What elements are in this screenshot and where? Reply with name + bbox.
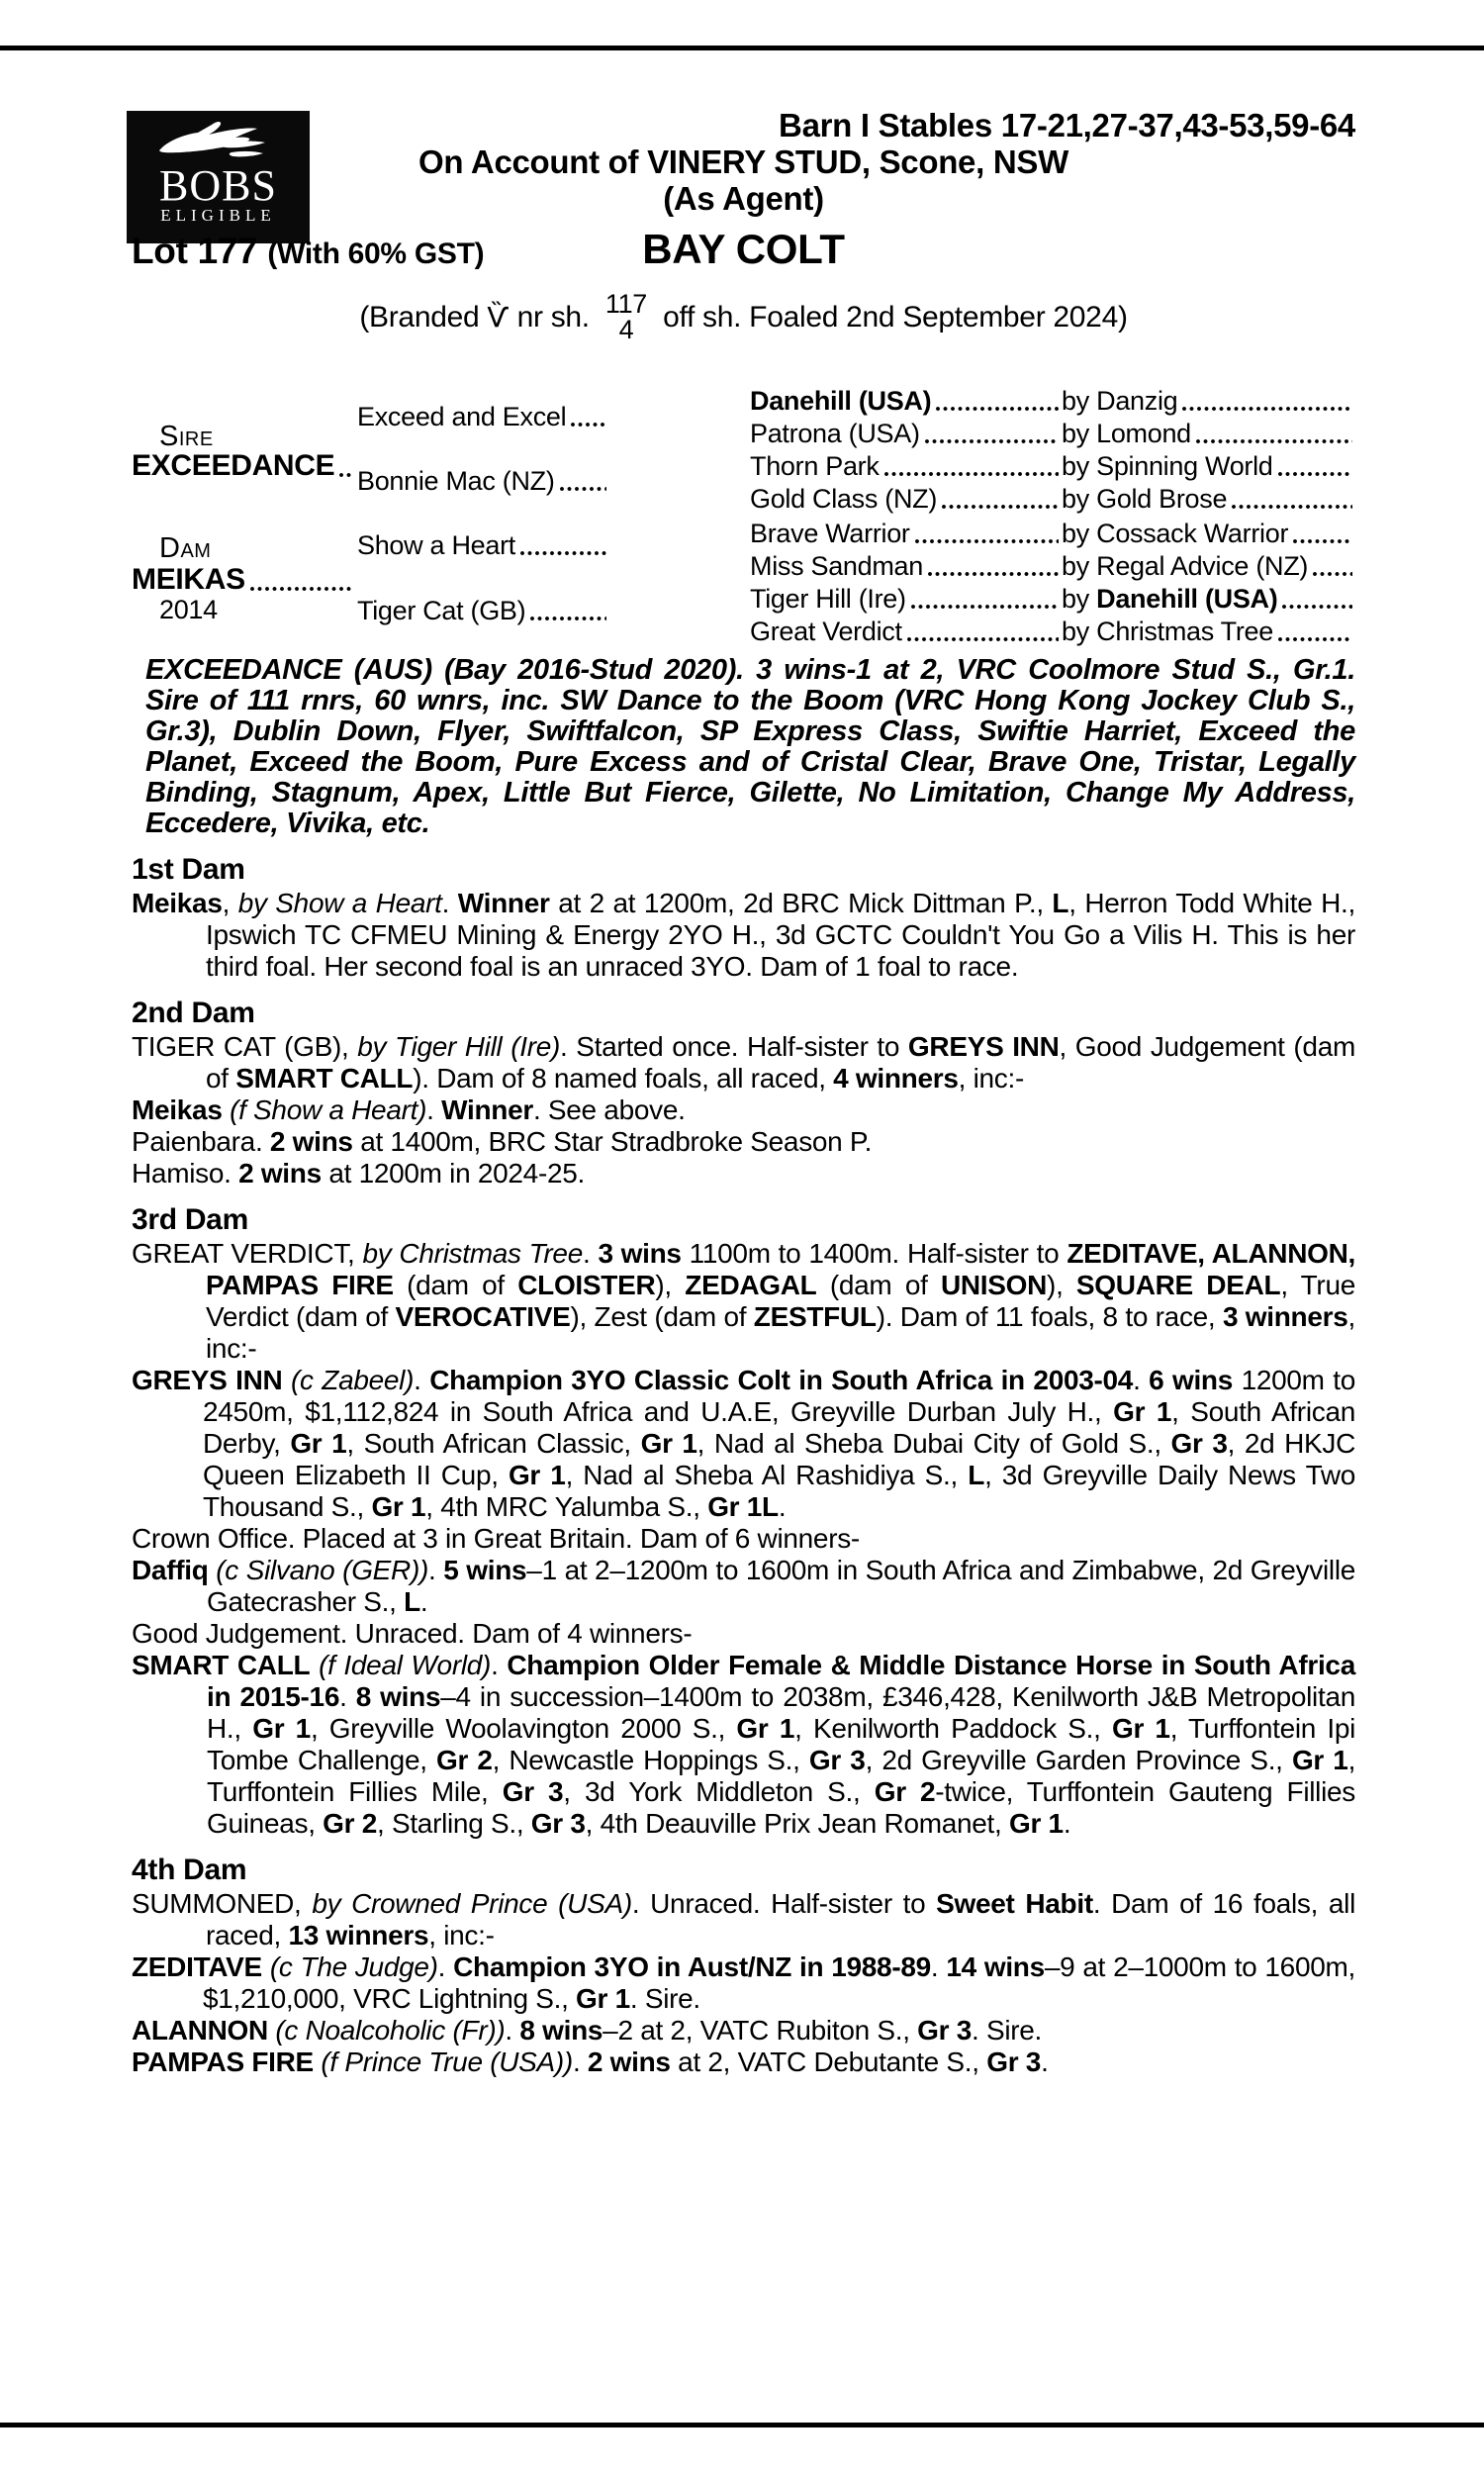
brand-suffix: off sh. Foaled 2nd September 2024) [663, 300, 1128, 333]
dot-leader [924, 438, 1059, 444]
dot-leader [559, 486, 606, 492]
foal-entry: ZEDITAVE (c The Judge). Champion 3YO in Aust/NZ in 1988-89. 14 wins–9 at 2–1000m to 1600m, $1,210,000, VRC Lightning S., Gr 1. Sire. [132, 1951, 1356, 2014]
dot-leader [570, 422, 606, 428]
section-heading-2nd-dam: 2nd Dam [132, 997, 255, 1029]
foal-entry: Crown Office. Placed at 3 in Great Britain. Dam of 6 winners- [132, 1523, 860, 1554]
sire-label: Sire [159, 421, 214, 452]
brand-prefix: (Branded [359, 300, 480, 333]
dot-leader [529, 616, 606, 621]
bottom-rule [0, 2423, 1484, 2427]
brand-mark-glyph: Ѷ [487, 300, 509, 333]
dot-leader [941, 504, 1059, 510]
dot-leader [1292, 538, 1352, 544]
dot-leader [1277, 636, 1352, 642]
pedigree-row [750, 519, 1355, 551]
dot-leader [906, 636, 1059, 642]
dot-leader [1231, 504, 1352, 510]
gst-note: (With 60% GST) [267, 238, 485, 270]
dot-leader [883, 471, 1059, 477]
parent-name: Show a Heart [357, 530, 515, 560]
grandparent-sire: by Lomond [1062, 419, 1191, 448]
dam-year: 2014 [159, 595, 218, 624]
barn-stables-line: Barn I Stables 17-21,27-37,43-53,59-64 [779, 107, 1355, 143]
grandparent-sire: by Cossack Warrior [1062, 519, 1289, 548]
fourth-dam-paragraph: SUMMONED, by Crowned Prince (USA). Unraced. Half-sister to Sweet Habit. Dam of 16 foals, all raced, 13 winners, inc:- [132, 1888, 1356, 1951]
dot-leader [910, 604, 1059, 610]
foal-entry: Hamiso. 2 wins at 1200m in 2024-25. [132, 1158, 585, 1189]
section-heading-4th-dam: 4th Dam [132, 1854, 247, 1886]
parent-name: Tiger Cat (GB) [357, 596, 526, 625]
page-title: BAY COLT [642, 226, 845, 272]
subfoal-entry: Daffiq (c Silvano (GER)). 5 wins–1 at 2–1200m to 1600m in South Africa and Zimbabwe, 2d Greyville Gatecrasher S., L. [132, 1555, 1356, 1617]
vendor-line: On Account of VINERY STUD, Scone, NSW [418, 143, 1068, 180]
parent-row [357, 530, 753, 561]
dam-label: Dam [159, 532, 212, 564]
dot-leader [1312, 571, 1352, 577]
lot-number: Lot 177 [132, 231, 258, 271]
dot-leader [1181, 406, 1352, 412]
grandparent-sire: by Gold Brose [1062, 484, 1228, 514]
dot-leader [1281, 604, 1352, 610]
top-rule [0, 46, 1484, 50]
dot-leader [1277, 471, 1352, 477]
dam-name-row [132, 563, 357, 597]
grandparent-sire: by Danehill (USA) [1062, 584, 1278, 614]
parent-row [357, 402, 753, 432]
pedigree-text [132, 655, 1355, 2078]
grandparent-name: Great Verdict [750, 617, 902, 646]
foal-entry: Meikas (f Show a Heart). Winner. See above. [132, 1094, 686, 1125]
sire-name: EXCEEDANCE [132, 449, 335, 482]
third-dam-paragraph: GREAT VERDICT, by Christmas Tree. 3 wins 1100m to 1400m. Half-sister to ZEDITAVE, ALANNON, PAMPAS FIRE (dam of CLOISTER), ZEDAGAL (dam of UNISON), SQUARE DEAL, True Verdict (dam of VEROCATIVE), Zest (dam of ZESTFUL). Dam of 11 foals, 8 to race, 3 winners, inc:- [132, 1238, 1355, 1364]
pedigree-row [750, 386, 1355, 419]
foal-entry: Paienbara. 2 wins at 1400m, BRC Star Stradbroke Season P. [132, 1126, 873, 1157]
pedigree-row [750, 451, 1355, 484]
grandparent-sire: by Danzig [1062, 386, 1178, 416]
brand-number-fraction [605, 291, 647, 342]
grandparent-name: Miss Sandman [750, 551, 923, 581]
dot-leader [519, 550, 606, 556]
foal-entry: ALANNON (c Noalcoholic (Fr)). 8 wins–2 at 2, VATC Rubiton S., Gr 3. Sire. [132, 2015, 1043, 2046]
agent-line: (As Agent) [663, 180, 824, 217]
brand-mid: nr sh. [516, 300, 590, 333]
grandparent-name: Danehill (USA) [750, 386, 932, 416]
grandparent-name: Tiger Hill (Ire) [750, 584, 906, 614]
grandparent-name: Gold Class (NZ) [750, 484, 938, 514]
grandparent-name: Thorn Park [750, 451, 880, 481]
grandparent-sire: by Regal Advice (NZ) [1062, 551, 1309, 581]
dot-leader [935, 406, 1059, 412]
grandparent-rows [750, 386, 1355, 649]
foal-entry: GREYS INN (c Zabeel). Champion 3YO Classic Colt in South Africa in 2003-04. 6 wins 1200m to 2450m, $1,112,824 in South Africa and U.A.E, Greyville Durban July H., Gr 1, South African Derby, Gr 1, South African Classic, Gr 1, Nad al Sheba Dubai City of Gold S., Gr 3, 2d HKJC Queen Elizabeth II Cup, Gr 1, Nad al Sheba Al Rashidiya S., L, 3d Greyville Daily News Two Thousand S., Gr 1, 4th MRC Yalumba S., Gr 1L. [132, 1365, 1356, 1522]
brand-number-bottom: 4 [618, 315, 634, 344]
logo-text-bobs: BOBS [159, 161, 277, 210]
second-dam-paragraph: TIGER CAT (GB), by Tiger Hill (Ire). Started once. Half-sister to GREYS INN, Good Judgement (dam of SMART CALL). Dam of 8 named foals, all raced, 4 winners, inc:- [132, 1031, 1355, 1094]
subfoal-entry: SMART CALL (f Ideal World). Champion Older Female & Middle Distance Horse in South Africa in 2015-16. 8 wins–4 in succession–1400m to 2038m, £346,428, Kenilworth J&B Metropolitan H., Gr 1, Greyville Woolavington 2000 S., Gr 1, Kenilworth Paddock S., Gr 1, Turffontein Ipi Tombe Challenge, Gr 2, Newcastle Hoppings S., Gr 3, 2d Greyville Garden Province S., Gr 1, Turffontein Fillies Mile, Gr 3, 3d York Middleton S., Gr 2-twice, Turffontein Gauteng Fillies Guineas, Gr 2, Starling S., Gr 3, 4th Deauville Prix Jean Romanet, Gr 1. [132, 1650, 1356, 1839]
pedigree-row [750, 584, 1355, 617]
parent-row [357, 596, 753, 626]
grandparent-sire: by Spinning World [1062, 451, 1273, 481]
foal-entry: PAMPAS FIRE (f Prince True (USA)). 2 wins at 2, VATC Debutante S., Gr 3. [132, 2046, 1049, 2077]
dot-leader [1195, 438, 1352, 444]
parent-row [357, 466, 753, 497]
sire-name-row [132, 449, 357, 483]
grandparent-name: Brave Warrior [750, 519, 910, 548]
grandparent-sire: by Christmas Tree [1062, 617, 1273, 646]
section-heading-3rd-dam: 3rd Dam [132, 1203, 248, 1236]
brand-number-top: 117 [604, 289, 648, 319]
dot-leader [914, 538, 1059, 544]
grandparent-name: Patrona (USA) [750, 419, 920, 448]
sire-summary-paragraph: EXCEEDANCE (AUS) (Bay 2016-Stud 2020). 3 wins-1 at 2, VRC Coolmore Stud S., Gr.1. Sire of 111 rnrs, 60 wnrs, inc. SW Dance to the Boom (VRC Hong Kong Jockey Club S., Gr.3), Dublin Down, Flyer, Swiftfalcon, SP Express Class, Swiftie Harriet, Exceed the Planet, Exceed the Boom, Pure Excess and of Cristal Clear, Brave One, Tristar, Legally Binding, Stagnum, Apex, Little But Fierce, Gilette, No Limitation, Change My Address, Eccedere, Vivika, etc. [145, 654, 1355, 839]
pedigree-row [750, 419, 1355, 451]
pedigree-row [750, 617, 1355, 649]
parent-name: Bonnie Mac (NZ) [357, 466, 555, 496]
dot-leader [249, 586, 354, 592]
brand-line [132, 289, 1355, 344]
pedigree-row [750, 551, 1355, 584]
logo-text-eligible: ELIGIBLE [160, 206, 276, 225]
pedigree-row [750, 484, 1355, 517]
foal-entry: Good Judgement. Unraced. Dam of 4 winners- [132, 1618, 693, 1649]
parent-name: Exceed and Excel [357, 402, 567, 431]
section-heading-1st-dam: 1st Dam [132, 853, 245, 886]
dam-name: MEIKAS [132, 563, 245, 596]
first-dam-paragraph: Meikas, by Show a Heart. Winner at 2 at 1200m, 2d BRC Mick Dittman P., L, Herron Todd White H., Ipswich TC CFMEU Mining & Energy 2YO H., 3d GCTC Couldn't You Go a Vilis H. This is her third foal. Her second foal is an unraced 3YO. Dam of 1 foal to race. [132, 888, 1355, 982]
dot-leader [927, 571, 1059, 577]
pedigree-table [132, 386, 1355, 649]
dot-leader [338, 472, 354, 478]
